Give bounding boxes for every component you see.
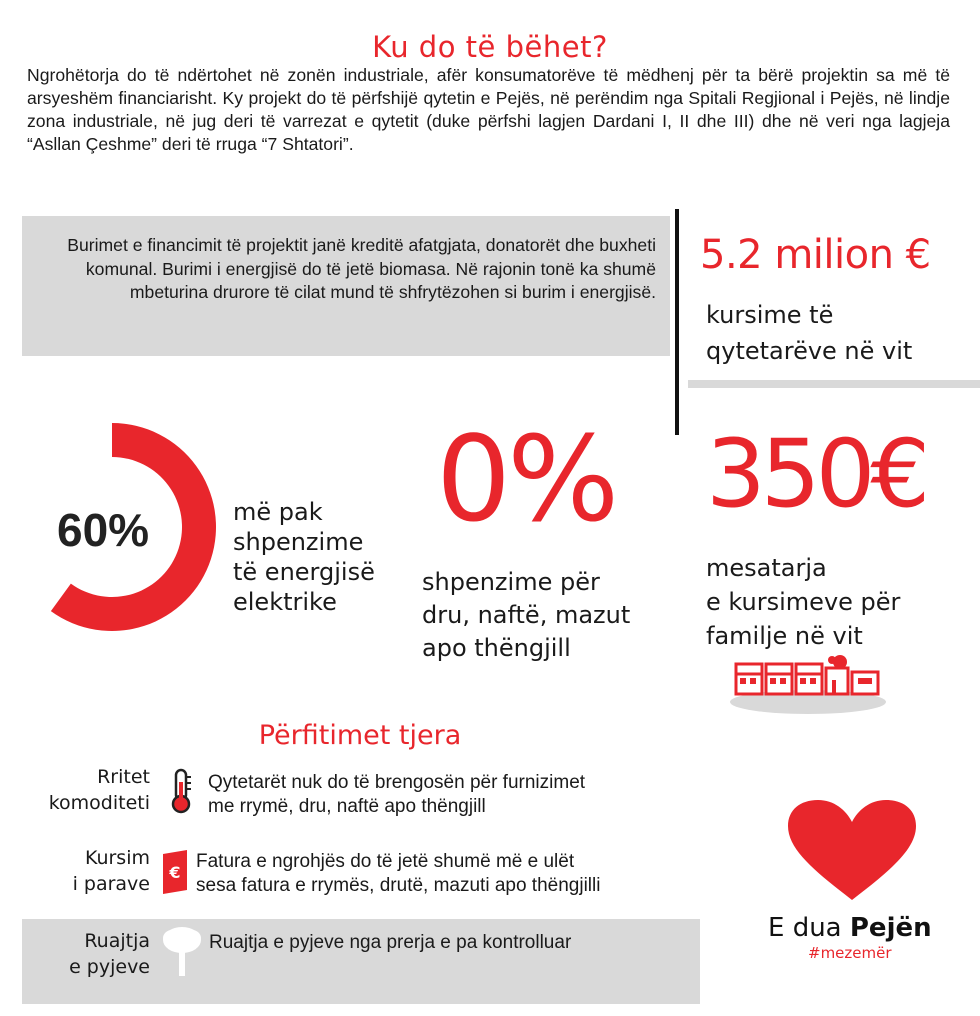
page-title: Ku do të bëhet? xyxy=(372,30,608,64)
benefit-label-line: komoditeti xyxy=(48,792,150,814)
houses-icon xyxy=(728,654,888,714)
benefit-text-money xyxy=(196,850,716,898)
fuel-cost-caption xyxy=(422,566,682,665)
benefits-title: Përfitimet tjera xyxy=(258,720,462,751)
euro-bill-icon xyxy=(160,848,190,896)
savings-amount: 5.2 milion € xyxy=(700,232,931,278)
electric-savings-caption xyxy=(233,497,433,617)
tree-icon xyxy=(160,924,204,978)
benefit-text-line: me rrymë, dru, naftë apo thëngjill xyxy=(208,796,486,817)
fuel-caption-line: dru, naftë, mazut xyxy=(422,601,631,629)
benefit-label-line: Rritet xyxy=(97,766,150,788)
family-caption-line: e kursimeve për xyxy=(706,588,901,616)
benefit-label-line: Kursim xyxy=(84,847,150,869)
vertical-divider xyxy=(675,209,679,435)
electric-caption-line: të energjisë xyxy=(233,558,375,586)
benefit-label-comfort xyxy=(20,764,150,816)
benefit-text-line: Qytetarët nuk do të brengosën për furnizimet xyxy=(208,772,586,793)
benefit-text-line: sesa fatura e rrymës, drutë, mazuti apo thëngjilli xyxy=(196,875,601,896)
benefit-label-line: Ruajtja xyxy=(84,930,150,952)
fuel-caption-line: shpenzime për xyxy=(422,568,600,596)
logo-text xyxy=(768,913,938,943)
heart-icon xyxy=(786,798,918,902)
benefit-label-forest xyxy=(20,928,150,980)
family-savings-value: 350€ xyxy=(706,420,926,529)
svg-text:€: € xyxy=(169,863,181,882)
electric-savings-value: 60% xyxy=(57,504,150,556)
funding-paragraph: Burimet e financimit të projektit janë kreditë afatgjata, donatorët dhe buxheti komunal. Burimi i energjisë do të jetë biomasa. Në rajonin tonë ka shumë mbeturina drurore të cilat mund të shfrytëzohen si burim i energjisë. xyxy=(67,235,656,302)
benefit-text-line: Fatura e ngrohjës do të jetë shumë më e ulët xyxy=(196,851,575,872)
savings-caption-line: kursime të xyxy=(706,301,834,329)
benefit-text-comfort xyxy=(208,771,708,819)
family-caption-line: familje në vit xyxy=(706,622,863,650)
benefit-label-money xyxy=(20,845,150,897)
logo-text-city: Pejën xyxy=(849,913,932,943)
family-caption-line: mesatarja xyxy=(706,554,827,582)
electric-caption-line: më pak xyxy=(233,498,323,526)
benefit-label-line: i parave xyxy=(72,873,150,895)
savings-caption-line: qytetarëve në vit xyxy=(706,337,913,365)
benefit-label-line: e pyjeve xyxy=(69,956,150,978)
logo-hashtag: #mezemër xyxy=(808,944,892,962)
intro-paragraph: Ngrohëtorja do të ndërtohet në zonën industriale, afër konsumatorëve të mëdhenj për ta bërë projektin sa më të arsyeshëm financiarisht. Ky projekt do të përfshijë qytetin e Pejës, në perëndim nga Spitali Regjional i Pejës, në lindje zona industriale, në jug deri të varrezat e qytetit (duke përfshi lagjen Dardani I, II dhe III) dhe në veri nga lagjeja “Asllan Çeshme” deri të rruga “7 Shtatori”. xyxy=(27,65,950,154)
electric-caption-line: elektrike xyxy=(233,588,337,616)
benefit-text-forest: Ruajtja e pyjeve nga prerja e pa kontrolluar xyxy=(209,932,572,953)
fuel-caption-line: apo thëngjill xyxy=(422,634,571,662)
fuel-cost-value: 0% xyxy=(436,410,616,548)
logo-text-prefix: E dua xyxy=(768,913,842,943)
thermometer-icon xyxy=(168,768,194,814)
electric-caption-line: shpenzime xyxy=(233,528,364,556)
savings-caption xyxy=(706,297,976,369)
grey-strip xyxy=(688,380,980,388)
family-savings-caption xyxy=(706,551,976,653)
